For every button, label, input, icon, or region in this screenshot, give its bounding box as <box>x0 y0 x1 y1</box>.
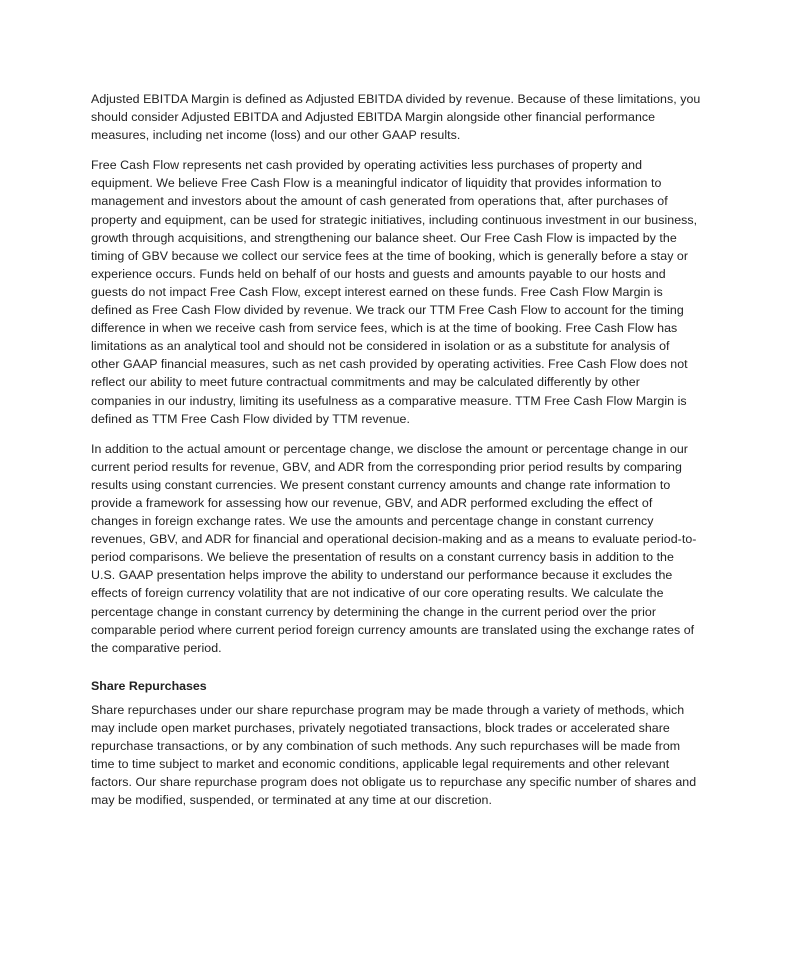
paragraph-share-repurchases: Share repurchases under our share repurchase program may be made through a variety of methods, which may include open market purchases, privately negotiated transactions, block trades or accelerated share repurchase transactions, or by any combination of such methods. Any such repurchases will be made from time to time subject to market and economic conditions, applicable legal requirements and other relevant factors. Our share repurchase program does not obligate us to repurchase any specific number of shares and may be modified, suspended, or terminated at any time at our discretion. <box>91 702 697 808</box>
paragraph-free-cash-flow: Free Cash Flow represents net cash provided by operating activities less purchases of property and equipment. We believe Free Cash Flow is a meaningful indicator of liquidity that provides information to management and investors about the amount of cash generated from operations that, after purchases of property and equipment, can be used for strategic initiatives, including continuous investment in our business, growth through acquisitions, and strengthening our balance sheet. Our Free Cash Flow is impacted by the timing of GBV because we collect our service fees at the time of booking, which is generally before a stay or experience occurs. Funds held on behalf of our hosts and guests and amounts payable to our hosts and guests do not impact Free Cash Flow, except interest earned on these funds. Free Cash Flow Margin is defined as Free Cash Flow divided by revenue. We track our TTM Free Cash Flow to account for the timing difference in when we receive cash from service fees, which is at the time of booking. Free Cash Flow has limitations as an analytical tool and should not be considered in isolation or as a substitute for analysis of other GAAP financial measures, such as net cash provided by operating activities. Free Cash Flow does not reflect our ability to meet future contractual commitments and may be calculated differently by other companies in our industry, limiting its usefulness as a comparative measure. TTM Free Cash Flow Margin is defined as TTM Free Cash Flow divided by TTM revenue. <box>91 158 698 426</box>
paragraph-adjusted-ebitda-margin: Adjusted EBITDA Margin is defined as Adjusted EBITDA divided by revenue. Because of these limitations, you should consider Adjusted EBITDA and Adjusted EBITDA Margin alongside other financial performance measures, including net income (loss) and our other GAAP results. <box>91 92 701 143</box>
section-heading-share-repurchases: Share Repurchases <box>91 678 207 693</box>
paragraph-constant-currency: In addition to the actual amount or percentage change, we disclose the amount or percentage change in our current period results for revenue, GBV, and ADR from the corresponding prior period results by comparing results using constant currencies. We present constant currency amounts and change rate information to provide a framework for assessing how our revenue, GBV, and ADR performed excluding the effect of changes in foreign exchange rates. We use the amounts and percentage change in constant currency revenues, GBV, and ADR for financial and operational decision-making and as a means to evaluate period-to-period comparisons. We believe the presentation of results on a constant currency basis in addition to the U.S. GAAP presentation helps improve the ability to understand our performance because it excludes the effects of foreign currency volatility that are not indicative of our core operating results. We calculate the percentage change in constant currency by determining the change in the current period over the prior comparable period where current period foreign currency amounts are translated using the exchange rates of the comparative period. <box>91 441 697 655</box>
document-page <box>91 90 701 821</box>
